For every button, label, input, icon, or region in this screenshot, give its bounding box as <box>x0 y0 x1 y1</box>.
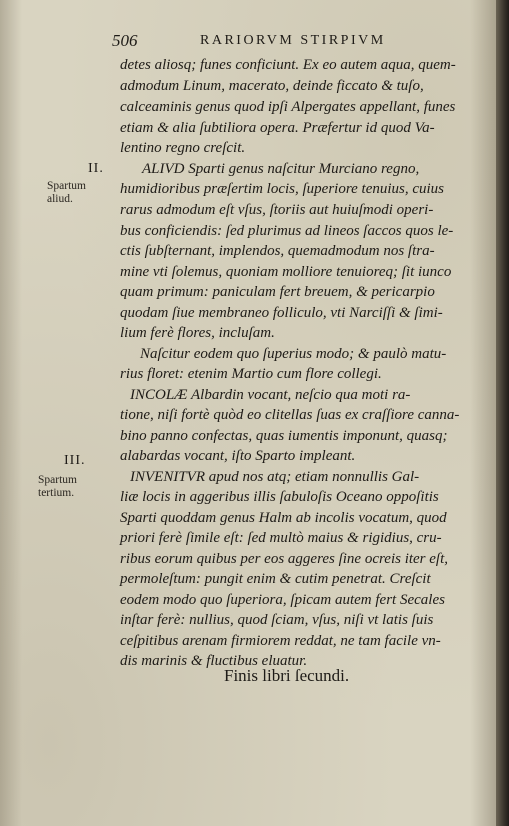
margin-note-line: aliud. <box>47 193 73 205</box>
page-header <box>112 31 442 53</box>
running-head: RARIORVM STIRPIVM <box>200 33 386 48</box>
text-line: mine vti ſolemus, quoniam molliore tenuioreq; ſit iunco <box>120 264 452 280</box>
text-line: liæ locis in aggeribus illis ſabuloſis Oceano oppoſitis <box>120 489 439 505</box>
section-numeral: III. <box>64 453 86 468</box>
margin-note <box>47 180 86 206</box>
text-line: ctis ſubſternant, implendos, quemadmodum nos ſtra- <box>120 243 435 259</box>
text-line: quodam ſiue membraneo folliculo, vti Narciſſi & ſimi- <box>120 305 443 321</box>
text-line: eodem modo quo ſuperiora, ſpicam autem fert Secales <box>120 592 445 608</box>
text-line: humidioribus præſertim locis, ſuperiore tenuius, cuius <box>120 181 445 197</box>
text-line: INVENITVR apud nos atq; etiam nonnullis Gal- <box>130 469 420 485</box>
margin-note-line: tertium. <box>38 487 75 499</box>
text-line: permoleſtum: pungit enim & cutim penetrat. Creſcit <box>120 571 431 587</box>
text-line: ribus eorum quibus per eos aggeres ſine ocreis iter eſt, <box>120 551 449 567</box>
text-line: inſtar ferè: nullius, quod ſciam, vſus, niſi vt latis ſuis <box>120 612 434 628</box>
text-line: admodum Linum, macerato, deinde ficcato & tuſo, <box>120 78 424 94</box>
text-line: rarus admodum eſt vſus, ſtoriis aut huiuſmodi operi- <box>120 202 434 218</box>
text-line: bus conficiendis: ſed plurimus ad lineos ſaccos quos le- <box>120 223 454 239</box>
text-line: Naſcitur eodem quo ſuperius modo; & paulò matu- <box>140 346 447 362</box>
text-line: bino panno confectas, quas iumentis imponunt, quasq; <box>120 428 448 444</box>
margin-note-line: Spartum <box>47 180 86 192</box>
text-line: etiam & alia ſubtiliora opera. Præfertur id quod Va- <box>120 120 435 136</box>
text-line: detes aliosq; funes conficiunt. Ex eo autem aqua, quem- <box>120 57 456 73</box>
text-line: ALIVD Sparti genus naſcitur Murciano regno, <box>142 161 420 177</box>
margin-note <box>38 474 77 500</box>
closing-line: Finis libri ſecundi. <box>224 666 350 685</box>
page-edge <box>496 0 509 826</box>
text-line: lentino regno creſcit. <box>120 140 246 156</box>
text-line: priori ferè ſimile eſt: ſed multò maius & rigidius, cru- <box>120 530 442 546</box>
text-line: alabardas vocant, iſto Sparto impleant. <box>120 448 356 464</box>
text-line: calceaminis genus quod ipſi Alpergates appellant, funes <box>120 99 456 115</box>
text-line: rius floret: etenim Martio cum flore collegi. <box>120 366 382 382</box>
text-line: tione, niſi fortè quòd eo clitellas ſuas ex craſſiore canna- <box>120 407 460 423</box>
text-line: lium ferè flores, incluſam. <box>120 325 275 341</box>
section-numeral: II. <box>88 161 104 176</box>
text-line: INCOLÆ Albardin vocant, neſcio qua moti ra- <box>130 387 411 403</box>
margin-note-line: Spartum <box>38 474 77 486</box>
text-line: quam primum: paniculam fert breuem, & pericarpio <box>120 284 435 300</box>
text-line: Sparti quoddam genus Halm ab incolis vocatum, quod <box>120 510 447 526</box>
text-line: ceſpitibus arenam firmiorem reddat, ne tam facile vn- <box>120 633 441 649</box>
text-line: dis marinis & fluctibus eluatur. <box>120 653 308 669</box>
page-number: 506 <box>112 31 138 50</box>
